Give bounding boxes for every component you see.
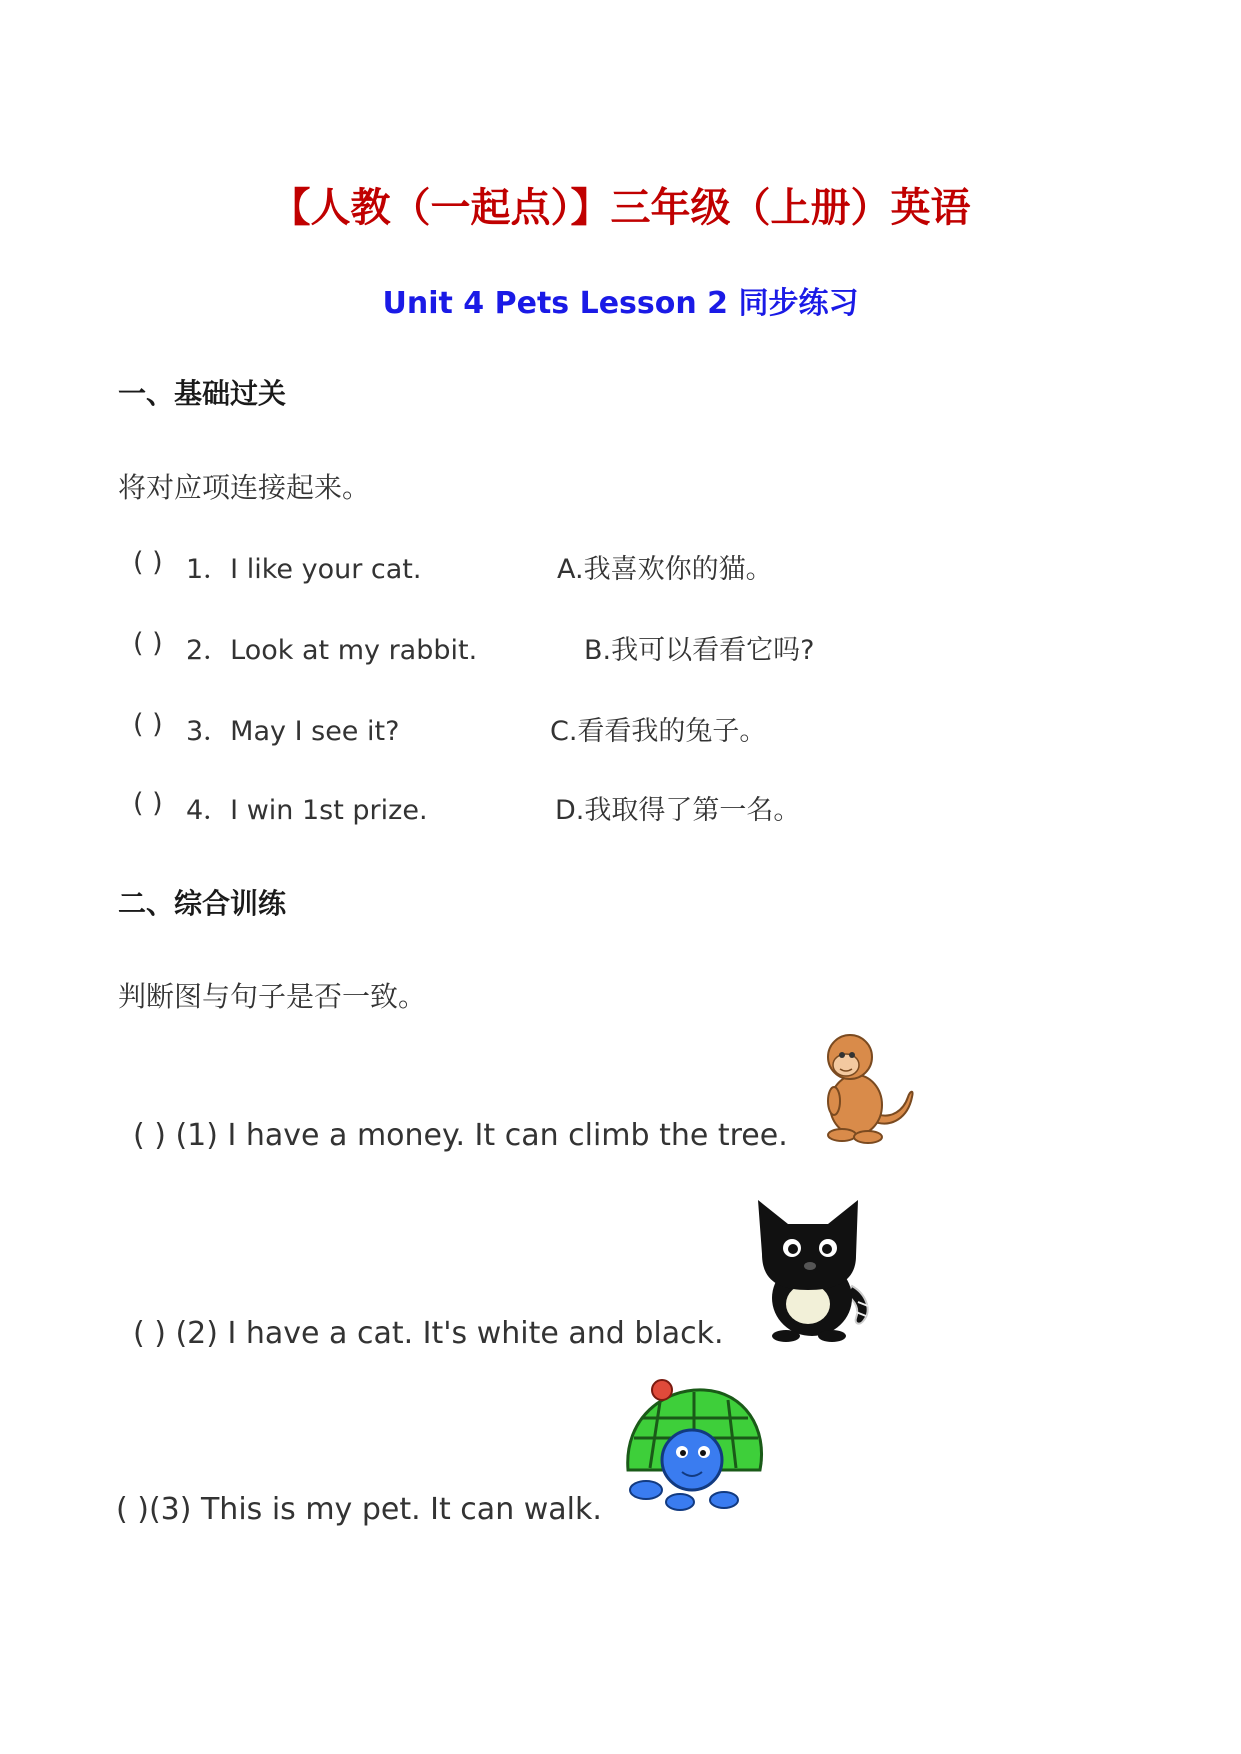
- answer-blank[interactable]: ( ): [133, 547, 163, 578]
- matching-option: A.我喜欢你的猫。: [557, 554, 773, 585]
- matching-sentence: 1．I like your cat.: [186, 554, 422, 585]
- answer-blank[interactable]: ( ): [133, 628, 163, 659]
- judge-sentence-1: ( ) (1) I have a money. It can climb the tree.: [133, 1118, 788, 1153]
- matching-sentence: 4．I win 1st prize.: [186, 795, 428, 826]
- cat-picture: [748, 1194, 878, 1342]
- matching-sentence: 3．May I see it?: [186, 716, 400, 747]
- page-subtitle: Unit 4 Pets Lesson 2 同步练习: [382, 286, 859, 321]
- answer-blank[interactable]: ( ): [133, 788, 163, 819]
- section-heading-comprehensive: 二、综合训练: [118, 887, 287, 920]
- judge-sentence-3: ( )(3) This is my pet. It can walk.: [116, 1492, 602, 1527]
- monkey-picture: [812, 1025, 916, 1145]
- matching-sentence: 2．Look at my rabbit.: [186, 635, 478, 666]
- answer-blank[interactable]: ( ): [133, 709, 163, 740]
- section-instruction-judge: 判断图与句子是否一致。: [118, 980, 427, 1013]
- matching-option: D.我取得了第一名。: [555, 795, 801, 826]
- page-title: 【人教（一起点）】三年级（上册）英语: [270, 185, 971, 231]
- matching-option: C.看看我的兔子。: [550, 716, 767, 747]
- section-heading-basic: 一、基础过关: [118, 377, 287, 410]
- matching-option: B.我可以看看它吗?: [584, 635, 815, 666]
- judge-sentence-2: ( ) (2) I have a cat. It's white and black.: [133, 1316, 724, 1351]
- turtle-picture: [620, 1378, 768, 1512]
- section-instruction-match: 将对应项连接起来。: [118, 471, 371, 504]
